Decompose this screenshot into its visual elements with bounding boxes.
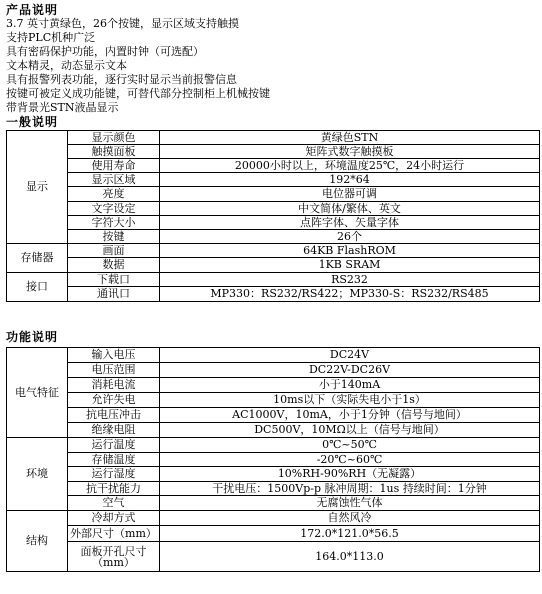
spec-label: 字符大小 xyxy=(68,216,160,230)
spec-label: 触摸面板 xyxy=(68,145,160,159)
spec-label: 冷却方式 xyxy=(68,511,160,526)
spec-row xyxy=(7,467,540,482)
spec-value: 64KB FlashROM xyxy=(160,244,540,258)
spec-label: 存储温度 xyxy=(68,453,160,467)
spec-row xyxy=(7,273,540,287)
spec-row xyxy=(7,378,540,393)
group-label: 环境 xyxy=(7,438,68,511)
group-label: 结构 xyxy=(7,511,68,572)
spec-value: MP330：RS232/RS422；MP330-S：RS232/RS485 xyxy=(160,287,540,302)
spec-value: 黄绿色STN xyxy=(160,131,540,145)
spec-row xyxy=(7,187,540,202)
product-intro-heading: 产品说明 xyxy=(6,3,59,17)
group-label: 存储器 xyxy=(7,244,68,273)
spec-row xyxy=(7,408,540,423)
spec-row xyxy=(7,482,540,496)
spec-row xyxy=(7,173,540,187)
spec-label: 消耗电流 xyxy=(68,378,160,393)
spec-value: 172.0*121.0*56.5 xyxy=(160,526,540,542)
intro-line: 具有报警列表功能，逐行实时显示当前报警信息 xyxy=(6,73,237,86)
spec-value: 1KB SRAM xyxy=(160,258,540,273)
spec-row xyxy=(7,453,540,467)
spec-row xyxy=(7,363,540,378)
spec-value: 小于140mA xyxy=(160,378,540,393)
intro-line: 3.7 英寸黄绿色，26个按键，显示区域支持触摸 xyxy=(6,17,239,30)
spec-row xyxy=(7,145,540,159)
spec-label: 绝缘电阻 xyxy=(68,423,160,438)
spec-value: 矩阵式数字触摸板 xyxy=(160,145,540,159)
intro-line: 具有密码保护功能，内置时钟（可选配） xyxy=(6,45,204,58)
spec-value: 点阵字体、矢量字体 xyxy=(160,216,540,230)
spec-value: 10ms以下（实际失电小于1s） xyxy=(160,393,540,408)
spec-label: 电压范围 xyxy=(68,363,160,378)
spec-row xyxy=(7,202,540,216)
spec-label: 运行湿度 xyxy=(68,467,160,482)
spec-value: 164.0*113.0 xyxy=(160,542,540,572)
spec-label: 显示颜色 xyxy=(68,131,160,145)
spec-value: 自然风冷 xyxy=(160,511,540,526)
spec-label: 抗干扰能力 xyxy=(68,482,160,496)
spec-value: DC500V，10MΩ以上（信号与地间） xyxy=(160,423,540,438)
spec-row xyxy=(7,348,540,363)
function-section-title: 功能说明 xyxy=(6,330,59,344)
spec-label: 运行温度 xyxy=(68,438,160,453)
spec-label: 按键 xyxy=(68,230,160,244)
spec-value: RS232 xyxy=(160,273,540,287)
spec-value: AC1000V，10mA，小于1分钟（信号与地间） xyxy=(160,408,540,423)
spec-row xyxy=(7,542,540,572)
spec-row xyxy=(7,526,540,542)
spec-value: 26个 xyxy=(160,230,540,244)
product-intro xyxy=(6,3,542,115)
spec-label: 显示区域 xyxy=(68,173,160,187)
intro-line: 支持PLC机种广泛 xyxy=(6,31,96,44)
spec-value: 干扰电压：1500Vp-p 脉冲周期：1us 持续时间：1分钟 xyxy=(160,482,540,496)
spec-label: 面板开孔尺寸（mm） xyxy=(68,542,160,572)
spec-label: 空气 xyxy=(68,496,160,511)
spec-value: 192*64 xyxy=(160,173,540,187)
general-spec-table xyxy=(6,130,540,302)
spec-row xyxy=(7,244,540,258)
spec-label: 文字设定 xyxy=(68,202,160,216)
group-label: 电气特征 xyxy=(7,348,68,438)
group-label: 显示 xyxy=(7,131,68,244)
function-spec-table xyxy=(6,347,540,572)
spec-row xyxy=(7,423,540,438)
spec-value: DC22V-DC26V xyxy=(160,363,540,378)
spec-row xyxy=(7,131,540,145)
spec-label: 输入电压 xyxy=(68,348,160,363)
spec-row xyxy=(7,511,540,526)
spec-row xyxy=(7,438,540,453)
spec-row xyxy=(7,159,540,173)
group-label: 接口 xyxy=(7,273,68,302)
spec-label: 亮度 xyxy=(68,187,160,202)
spec-label: 外部尺寸（mm） xyxy=(68,526,160,542)
spec-value: DC24V xyxy=(160,348,540,363)
general-section-title: 一般说明 xyxy=(6,115,59,129)
spec-label: 通讯口 xyxy=(68,287,160,302)
intro-line: 带背景光STN液晶显示 xyxy=(6,101,119,114)
spec-label: 下载口 xyxy=(68,273,160,287)
spec-row xyxy=(7,258,540,273)
spec-value: 20000小时以上，环境温度25℃，24小时运行 xyxy=(160,159,540,173)
spec-row xyxy=(7,230,540,244)
spec-row xyxy=(7,496,540,511)
spec-row xyxy=(7,393,540,408)
spec-value: 中文简体/繁体、英文 xyxy=(160,202,540,216)
spec-label: 画面 xyxy=(68,244,160,258)
spec-label: 使用寿命 xyxy=(68,159,160,173)
spec-value: 0℃~50℃ xyxy=(160,438,540,453)
spec-row xyxy=(7,216,540,230)
spec-row xyxy=(7,287,540,302)
intro-line: 文本精灵，动态显示文本 xyxy=(6,59,127,72)
spec-value: 电位器可调 xyxy=(160,187,540,202)
spec-value: -20℃~60℃ xyxy=(160,453,540,467)
spec-value: 无腐蚀性气体 xyxy=(160,496,540,511)
spec-value: 10%RH-90%RH（无凝露） xyxy=(160,467,540,482)
spec-label: 允许失电 xyxy=(68,393,160,408)
spec-label: 数据 xyxy=(68,258,160,273)
intro-line: 按键可被定义成功能键，可替代部分控制柜上机械按键 xyxy=(6,87,270,100)
spec-label: 抗电压冲击 xyxy=(68,408,160,423)
